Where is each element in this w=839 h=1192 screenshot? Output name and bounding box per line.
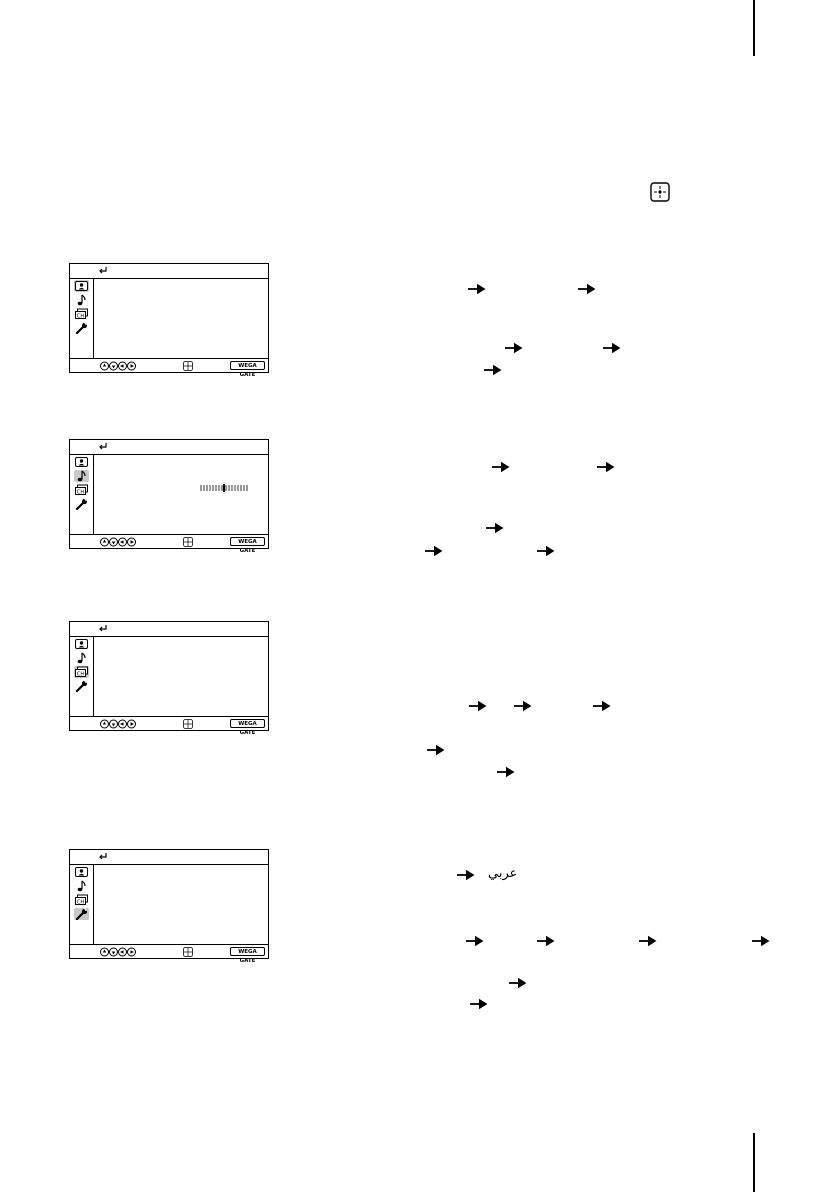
sound-icon xyxy=(74,880,89,892)
flow-arrow-icon xyxy=(578,283,596,295)
navigation-arrows-icon xyxy=(100,947,136,957)
sound-icon xyxy=(74,652,89,664)
flow-arrow-icon xyxy=(466,935,484,947)
channel-icon xyxy=(74,666,89,678)
osd-menu-sound xyxy=(69,439,269,554)
osd-side-bar xyxy=(70,636,94,716)
flow-arrow-icon xyxy=(597,461,615,473)
osd-menu-channel xyxy=(69,621,269,736)
flow-arrow-icon xyxy=(457,869,475,881)
channel-icon xyxy=(74,308,89,320)
flow-arrow-icon xyxy=(603,342,621,354)
page-edge-rule-bottom xyxy=(753,1133,755,1192)
wega-gate-button-label: WEGA GATE xyxy=(230,361,265,370)
osd-top-bar xyxy=(70,440,268,455)
flow-arrow-icon xyxy=(509,977,527,989)
return-icon xyxy=(97,265,109,277)
navigation-arrows-icon xyxy=(100,719,136,729)
return-icon xyxy=(97,441,109,453)
svg-text:CH: CH xyxy=(76,313,85,320)
osd-top-bar xyxy=(70,850,268,865)
level-slider xyxy=(200,484,248,492)
navigation-arrows-icon xyxy=(100,537,136,547)
svg-text:CH: CH xyxy=(76,899,85,906)
sound-icon xyxy=(74,294,89,306)
svg-text:CH: CH xyxy=(76,489,85,496)
arabic-language-option: عربي xyxy=(488,866,518,881)
enter-key-icon xyxy=(650,182,670,202)
osd-top-bar xyxy=(70,622,268,637)
osd-bottom-bar xyxy=(70,944,268,964)
flow-arrow-icon xyxy=(537,935,555,947)
wega-gate-button-label: WEGA GATE xyxy=(230,947,265,956)
flow-arrow-icon xyxy=(752,935,770,947)
channel-icon xyxy=(74,894,89,906)
flow-arrow-icon xyxy=(470,998,488,1010)
ok-button-icon xyxy=(183,719,193,729)
flow-arrow-icon xyxy=(537,545,555,557)
svg-text:CH: CH xyxy=(76,671,85,678)
flow-arrow-icon xyxy=(468,283,486,295)
osd-bottom-bar xyxy=(70,358,268,378)
setup-wrench-icon xyxy=(74,908,89,920)
osd-bottom-bar xyxy=(70,534,268,554)
return-icon xyxy=(97,851,109,863)
flow-arrow-icon xyxy=(427,744,445,756)
setup-wrench-icon xyxy=(74,322,89,334)
ok-button-icon xyxy=(183,361,193,371)
channel-icon xyxy=(74,484,89,496)
osd-bottom-bar xyxy=(70,716,268,736)
flow-arrow-icon xyxy=(425,545,443,557)
flow-arrow-icon xyxy=(486,522,504,534)
flow-arrow-icon xyxy=(593,700,611,712)
flow-arrow-icon xyxy=(484,364,502,376)
osd-side-bar xyxy=(70,864,94,944)
picture-icon xyxy=(74,456,89,468)
wega-gate-button-label: WEGA GATE xyxy=(230,719,265,728)
ok-button-icon xyxy=(183,947,193,957)
flow-arrow-icon xyxy=(469,700,487,712)
osd-side-bar xyxy=(70,278,94,358)
flow-arrow-icon xyxy=(514,700,532,712)
ok-button-icon xyxy=(183,537,193,547)
osd-side-bar xyxy=(70,454,94,534)
osd-menu-setup xyxy=(69,849,269,964)
return-icon xyxy=(97,623,109,635)
osd-menu-picture xyxy=(69,263,269,378)
setup-wrench-icon xyxy=(74,680,89,692)
navigation-arrows-icon xyxy=(100,361,136,371)
flow-arrow-icon xyxy=(639,935,657,947)
osd-top-bar xyxy=(70,264,268,279)
wega-gate-button-label: WEGA GATE xyxy=(230,537,265,546)
flow-arrow-icon xyxy=(497,766,515,778)
picture-icon xyxy=(74,866,89,878)
sound-icon xyxy=(74,470,89,482)
page-edge-rule-top xyxy=(753,0,755,56)
picture-icon xyxy=(74,638,89,650)
flow-arrow-icon xyxy=(505,342,523,354)
flow-arrow-icon xyxy=(492,461,510,473)
setup-wrench-icon xyxy=(74,498,89,510)
picture-icon xyxy=(74,280,89,292)
